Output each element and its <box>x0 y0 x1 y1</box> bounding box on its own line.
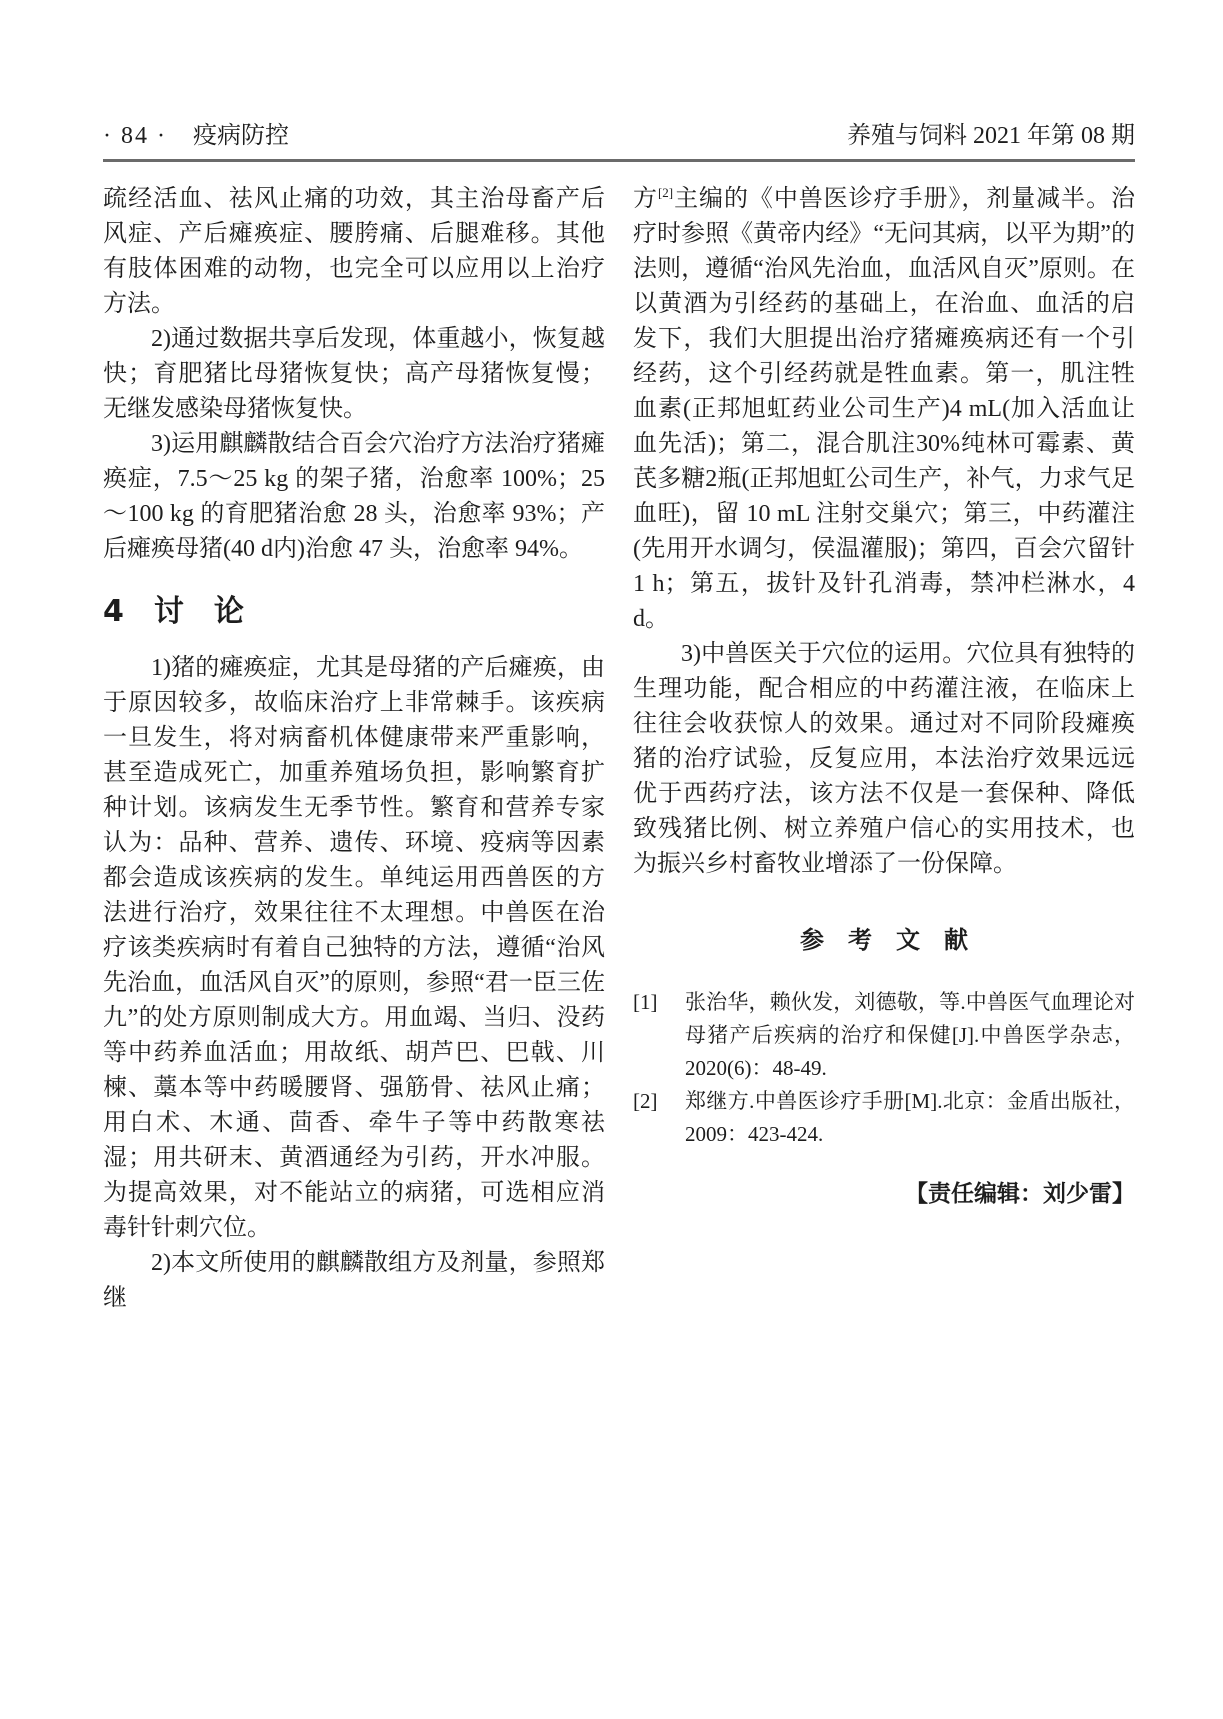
discussion-paragraph-2-start: 2)本文所使用的麒麟散组方及剂量，参照郑继 <box>103 1250 605 1311</box>
paragraph-item-3: 3)运用麒麟散结合百会穴治疗方法治疗猪瘫痪症，7.5～25 kg 的架子猪，治愈率 100%；25～100 kg 的育肥猪治愈 28 头，治愈率 93%；产后瘫痪母猪(40 d内)治愈 47 头，治愈率 94%。 <box>103 431 605 562</box>
paragraph-item-2: 2)通过数据共享后发现，体重越小，恢复越快；育肥猪比母猪恢复快；高产母猪恢复慢；无继发感染母猪恢复快。 <box>103 326 605 422</box>
right-column <box>633 182 1135 1316</box>
reference-label: [1] <box>633 990 658 1014</box>
two-column-body <box>103 182 1135 1316</box>
citation-superscript: [2] <box>657 185 674 200</box>
reference-label: [2] <box>633 1089 658 1113</box>
journal-issue: 养殖与饲料 2021 年第 08 期 <box>847 123 1135 149</box>
page-number: · 84 · <box>103 123 167 149</box>
header-right <box>847 122 1135 150</box>
reference-text: 郑继方.中兽医诊疗手册[M].北京：金盾出版社，2009：423-424. <box>685 1089 1135 1146</box>
continuation-text-rest: 主编的《中兽医诊疗手册》，剂量减半。治疗时参照《黄帝内经》“无问其病，以平为期”的法则，遵循“治风先治血，血活风自灭”原则。在以黄酒为引经药的基础上，在治血、血活的启发下，我们大胆提出治疗猪瘫痪病还有一个引经药，这个引经药就是牲血素。第一，肌注牲血素(正邦旭虹药业公司生产)4 mL(加入活血让血先活)；第二，混合肌注30%纯林可霉素、黄芪多糖2瓶(正邦旭虹公司生产，补气，力求气足血旺)，留 10 mL 注射交巢穴；第三，中药灌注(先用开水调匀，侯温灌服)；第四，百会穴留针 1 h；第五，拔针及针孔消毒，禁冲栏淋水，4 d。 <box>633 186 1136 632</box>
page-header <box>103 122 1135 162</box>
references-heading: 参 考 文 献 <box>800 926 968 954</box>
reference-text: 张治华，赖伙发，刘德敬，等.中兽医气血理论对母猪产后疾病的治疗和保健[J].中兽医学杂志，2020(6)：48-49. <box>685 990 1135 1080</box>
reference-item <box>633 986 1135 1085</box>
continuation-text-pre: 方 <box>633 186 658 212</box>
section-heading-discussion: 4 讨 论 <box>103 594 244 629</box>
column-title: 疫病防控 <box>192 123 289 149</box>
discussion-paragraph-3: 3)中兽医关于穴位的运用。穴位具有独特的生理功能，配合相应的中药灌注液，在临床上往往会收获惊人的效果。通过对不同阶段瘫痪猪的治疗试验，反复应用，本法治疗效果远远优于西药疗法，该方法不仅是一套保种、降低致残猪比例、树立养殖户信心的实用技术，也为振兴乡村畜牧业增添了一份保障。 <box>633 641 1135 877</box>
header-left <box>103 122 289 150</box>
discussion-paragraph-1: 1)猪的瘫痪症，尤其是母猪的产后瘫痪，由于原因较多，故临床治疗上非常棘手。该疾病一旦发生，将对病畜机体健康带来严重影响，甚至造成死亡，加重养殖场负担，影响繁育扩种计划。该病发生无季节性。繁育和营养专家认为：品种、营养、遗传、环境、疫病等因素都会造成该疾病的发生。单纯运用西兽医的方法进行治疗，效果往往不太理想。中兽医在治疗该类疾病时有着自己独特的方法，遵循“治风先治血，血活风自灭”的原则，参照“君一臣三佐九”的处方原则制成大方。用血竭、当归、没药等中药养血活血；用故纸、胡芦巴、巴戟、川楝、藁本等中药暖腰肾、强筋骨、祛风止痛；用白术、木通、茴香、牵牛子等中药散寒祛湿；用共研末、黄酒通经为引药，开水冲服。为提高效果，对不能站立的病猪，可选相应消毒针针刺穴位。 <box>103 655 605 1241</box>
paragraph-continuation <box>633 182 1135 637</box>
editor-note: 【责任编辑：刘少雷】 <box>905 1181 1135 1207</box>
reference-item <box>633 1085 1135 1151</box>
paragraph-continuation: 疏经活血、祛风止痛的功效，其主治母畜产后风症、产后瘫痪症、腰胯痛、后腿难移。其他有肢体困难的动物，也完全可以应用以上治疗方法。 <box>103 186 605 317</box>
left-column <box>103 182 605 1316</box>
